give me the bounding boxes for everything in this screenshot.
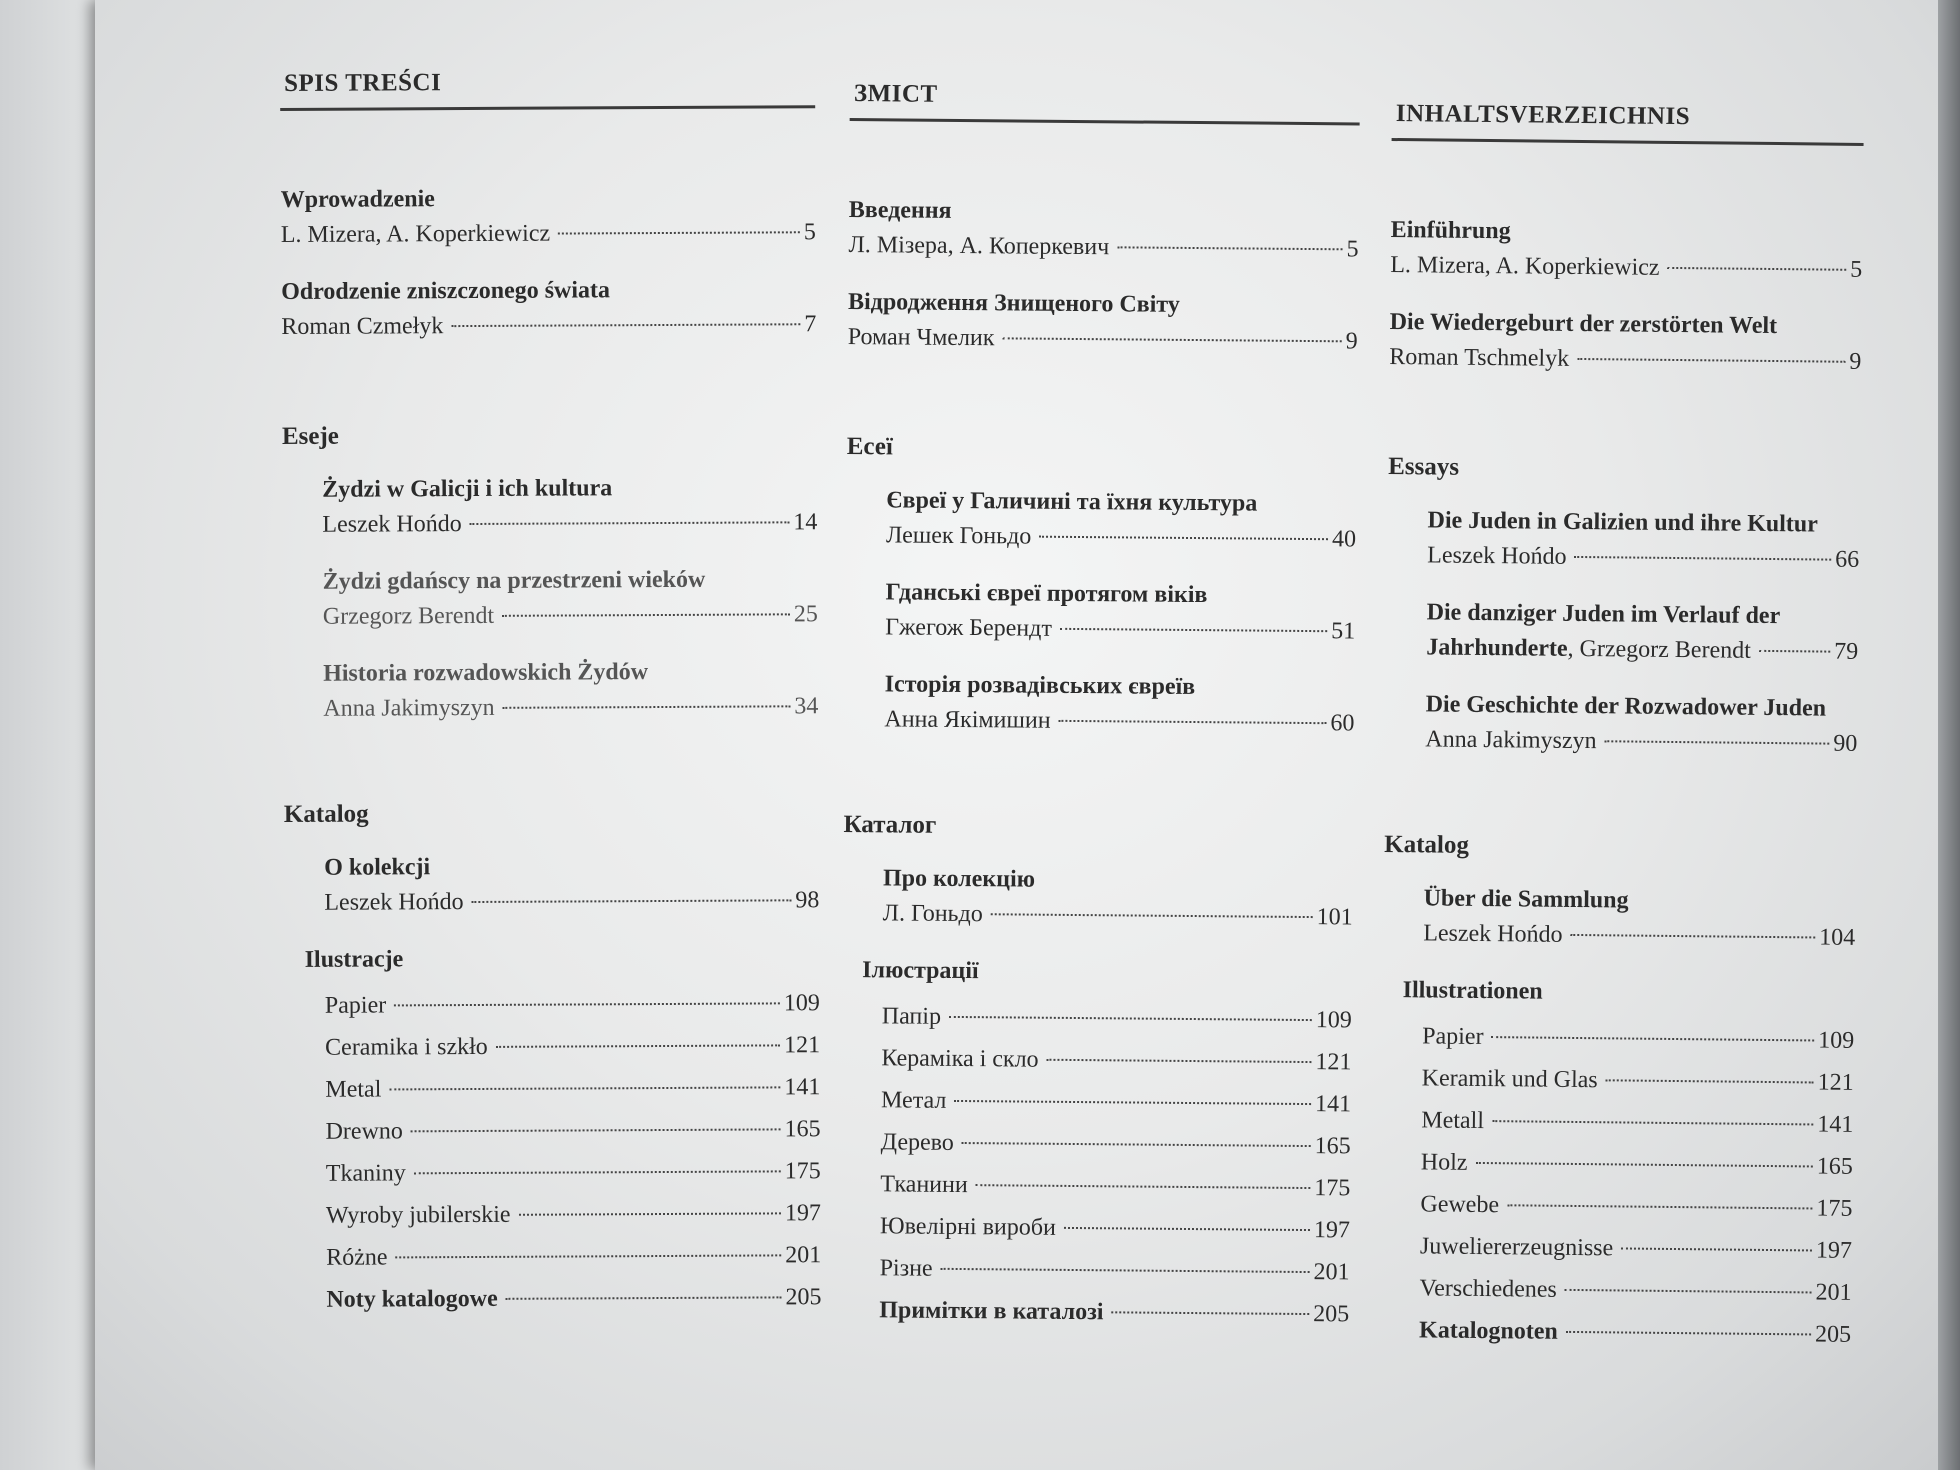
- item-title: Відродження Знищеного Світу: [847, 288, 1180, 318]
- toc-entry: [848, 319, 1358, 359]
- toc-entry: [865, 609, 1355, 649]
- toc-entry: [303, 596, 818, 635]
- item-title: Ilustracje: [304, 946, 404, 973]
- page-number: 90: [1833, 730, 1858, 757]
- dot-leader: [411, 1128, 781, 1132]
- page-number: 197: [784, 1200, 822, 1227]
- item-title: Die Juden in Galizien und ihre Kultur: [1427, 507, 1819, 538]
- dot-leader: [1566, 1331, 1811, 1336]
- page-number: 175: [1816, 1195, 1853, 1222]
- page-number: 9: [1849, 348, 1862, 375]
- item-title: Żydzi w Galicji i ich kultura: [322, 475, 613, 503]
- item-title: O kolekcji: [324, 854, 431, 881]
- toc-item[interactable]: [281, 272, 816, 345]
- catalog-section: [839, 811, 1354, 1335]
- dot-leader: [954, 1100, 1311, 1105]
- toc-entry: [1389, 339, 1861, 380]
- page-number: 205: [1814, 1321, 1852, 1348]
- section-title: Essays: [1388, 452, 1460, 481]
- entry-author: Л. Гоньдо: [882, 900, 983, 928]
- dot-leader: [1621, 1247, 1812, 1251]
- toc-entry: [303, 688, 818, 727]
- intro-section: [281, 180, 817, 345]
- item-title: Historia rozwadowskich Żydów: [323, 659, 649, 687]
- entry-author: Leszek Hońdo: [1427, 542, 1567, 570]
- entry-label: Wyroby jubilerskie: [325, 1201, 511, 1229]
- toc-item[interactable]: [281, 180, 816, 253]
- item-title: Über die Sammlung: [1423, 885, 1629, 914]
- toc-entry: [1390, 247, 1862, 288]
- entry-label: Tkaniny: [325, 1160, 406, 1187]
- column-header: INHALTSVERZEICHNIS: [1392, 100, 1864, 146]
- page-number: 66: [1835, 546, 1860, 573]
- entry-author: Анна Якімишин: [884, 706, 1051, 734]
- page-number: 79: [1834, 638, 1859, 665]
- toc-entry: [864, 701, 1354, 741]
- toc-entry: [281, 214, 816, 253]
- page-number: 197: [1313, 1217, 1351, 1244]
- entry-label: Papier: [324, 992, 387, 1019]
- essays-section: [844, 433, 1357, 741]
- dot-leader: [962, 1142, 1311, 1147]
- entry-label: Кераміка і скло: [881, 1045, 1039, 1073]
- item-title: Die danziger Juden im Verlauf der: [1426, 599, 1781, 630]
- page-number: 98: [795, 887, 820, 914]
- entry-label: Різне: [879, 1255, 933, 1282]
- column-ukrainian: [838, 80, 1360, 1409]
- entry-author: L. Mizera, A. Koperkiewicz: [1390, 251, 1660, 281]
- right-page-edge: [1938, 0, 1960, 1470]
- dot-leader: [949, 1016, 1312, 1021]
- toc-item[interactable]: [303, 654, 818, 727]
- toc-entry: [1406, 629, 1858, 670]
- toc-entry[interactable]: [861, 1037, 1351, 1083]
- entry-label: Дерево: [880, 1129, 954, 1156]
- page-number: 101: [1316, 904, 1353, 931]
- page-number: 40: [1331, 526, 1357, 553]
- entry-author: Л. Мізера, А. Коперкевич: [848, 231, 1110, 261]
- entry-separator: ,: [1567, 635, 1580, 662]
- page-number: 14: [793, 509, 818, 536]
- entry-author: Roman Czmełyk: [281, 313, 444, 340]
- entry-author: Grzegorz Berendt: [1579, 635, 1751, 664]
- dot-leader: [558, 231, 800, 234]
- section-title: Eseje: [281, 422, 339, 450]
- dot-leader: [389, 1086, 780, 1090]
- entry-label: Katalognoten: [1418, 1317, 1558, 1345]
- dot-leader: [496, 1044, 780, 1047]
- toc-item[interactable]: [302, 470, 817, 543]
- toc-entry: [302, 504, 817, 543]
- toc-entry: [1403, 915, 1855, 956]
- dot-leader: [506, 1296, 782, 1299]
- page-number: 121: [1817, 1069, 1854, 1096]
- toc-item[interactable]: [303, 562, 818, 635]
- page-number: 165: [1314, 1133, 1351, 1160]
- toc-entry: [281, 306, 816, 345]
- page-number: 201: [785, 1242, 822, 1269]
- dot-leader: [1111, 1311, 1309, 1315]
- entry-label: Метал: [880, 1087, 947, 1114]
- page-number: 205: [1313, 1301, 1350, 1328]
- entry-author: Leszek Hońdo: [324, 889, 464, 916]
- column-german: [1378, 100, 1864, 1430]
- page-number: 141: [784, 1074, 821, 1101]
- dot-leader: [1507, 1204, 1812, 1209]
- entry-author: Roman Tschmelyk: [1389, 343, 1570, 372]
- entry-author: Anna Jakimyszyn: [323, 694, 495, 722]
- toc-entry[interactable]: [1399, 1267, 1851, 1314]
- entry-label: Verschiedenes: [1419, 1275, 1557, 1303]
- section-title: Каталог: [843, 810, 937, 839]
- item-title: Illustrationen: [1402, 977, 1543, 1005]
- toc-entry: [1407, 537, 1859, 578]
- toc-item[interactable]: [865, 575, 1356, 649]
- column-header: SPIS TREŚCI: [280, 67, 815, 111]
- toc-entry: [863, 895, 1353, 935]
- toc-entry[interactable]: [1401, 1099, 1853, 1146]
- entry-label: Metal: [325, 1076, 382, 1103]
- page-number: 197: [1815, 1237, 1853, 1264]
- column-polish: [280, 67, 822, 1395]
- entry-label: Папір: [881, 1003, 942, 1030]
- toc-entry[interactable]: [1402, 1057, 1854, 1104]
- item-title: Żydzi gdańscy na przestrzeni wieków: [322, 566, 706, 595]
- entry-label: Holz: [1420, 1149, 1468, 1176]
- toc-item[interactable]: [1390, 213, 1863, 288]
- item-title: Odrodzenie zniszczonego świata: [281, 277, 611, 305]
- dot-leader: [1476, 1162, 1813, 1168]
- toc-entry[interactable]: [1400, 1183, 1852, 1230]
- page-number: 25: [793, 601, 818, 628]
- dot-leader: [451, 323, 800, 327]
- column-header: ЗМІСТ: [850, 80, 1360, 125]
- page-number: 109: [1315, 1007, 1352, 1034]
- page-number: 201: [1815, 1279, 1852, 1306]
- page-number: 109: [1818, 1027, 1855, 1054]
- page-number: 5: [1850, 256, 1863, 283]
- intro-section: [1389, 213, 1863, 380]
- dot-leader: [991, 913, 1313, 918]
- catalog-section: [284, 798, 822, 1321]
- dot-leader: [1577, 358, 1845, 363]
- toc-entry: [1405, 721, 1857, 762]
- page-number: 141: [1817, 1111, 1854, 1138]
- toc-entry[interactable]: [305, 1108, 820, 1153]
- item-title: Євреї у Галичині та їхня культура: [886, 487, 1258, 517]
- toc-entry[interactable]: [1402, 1015, 1854, 1062]
- entry-author: Grzegorz Berendt: [322, 602, 495, 630]
- entry-label: Papier: [1422, 1023, 1484, 1051]
- toc-entry[interactable]: [306, 1234, 821, 1279]
- page-number: 205: [785, 1284, 822, 1311]
- dot-leader: [394, 1002, 780, 1006]
- dot-leader: [1002, 337, 1341, 342]
- page-number: 165: [1816, 1153, 1853, 1180]
- toc-entry[interactable]: [1401, 1141, 1853, 1188]
- dot-leader: [1491, 1036, 1814, 1041]
- dot-leader: [1606, 1079, 1814, 1083]
- toc-item[interactable]: [863, 861, 1354, 935]
- entry-author: Гжегож Берендт: [885, 614, 1052, 642]
- dot-leader: [470, 521, 790, 525]
- page-number: 7: [804, 311, 817, 338]
- item-title: Die Geschichte der Rozwadower Juden: [1425, 691, 1827, 722]
- toc-entry[interactable]: [860, 1205, 1350, 1251]
- toc-item[interactable]: [864, 667, 1355, 741]
- dot-leader: [519, 1212, 781, 1215]
- essays-section: [282, 420, 819, 727]
- dot-leader: [1039, 536, 1328, 541]
- item-title: Історія розвадівських євреїв: [884, 671, 1196, 701]
- page-number: 5: [803, 219, 816, 246]
- item-title: Введення: [848, 196, 952, 224]
- section-title: Есеї: [846, 432, 894, 461]
- item-title: Про колекцію: [882, 865, 1036, 893]
- toc-entry[interactable]: [1399, 1309, 1851, 1356]
- entry-label: Тканини: [880, 1171, 968, 1199]
- dot-leader: [976, 1184, 1311, 1189]
- toc-item[interactable]: [1406, 595, 1859, 670]
- item-title: Einführung: [1390, 216, 1511, 245]
- item-title: Ілюстрації: [862, 957, 979, 985]
- toc-entry[interactable]: [861, 1121, 1351, 1167]
- page-number: 175: [784, 1158, 821, 1185]
- page-number: 9: [1345, 328, 1358, 355]
- catalog-section: [1379, 831, 1856, 1356]
- entry-label: Juweliererzeugnisse: [1419, 1233, 1614, 1262]
- page-number: 34: [794, 693, 819, 720]
- dot-leader: [1492, 1120, 1813, 1125]
- dot-leader: [503, 705, 791, 709]
- entry-author: Anna Jakimyszyn: [1425, 726, 1597, 755]
- entry-author: Роман Чмелик: [847, 323, 995, 352]
- dot-leader: [1571, 934, 1816, 939]
- page-number: 175: [1314, 1175, 1351, 1202]
- toc-item[interactable]: [1389, 305, 1862, 380]
- dot-leader: [1064, 1227, 1310, 1231]
- entry-label: Примітки в каталозі: [879, 1297, 1104, 1326]
- item-title: Wprowadzenie: [280, 186, 435, 213]
- dot-leader: [1060, 628, 1327, 632]
- dot-leader: [414, 1170, 781, 1174]
- dot-leader: [1565, 1289, 1812, 1294]
- dot-leader: [1605, 740, 1830, 744]
- toc-item[interactable]: [1403, 881, 1856, 956]
- toc-entry[interactable]: [305, 1066, 820, 1111]
- essays-section: [1385, 453, 1860, 762]
- page-number: 104: [1819, 924, 1856, 951]
- toc-item[interactable]: [866, 483, 1357, 557]
- toc-entry[interactable]: [859, 1247, 1349, 1293]
- toc-entry[interactable]: [861, 1079, 1351, 1125]
- intro-section: [848, 193, 1359, 359]
- entry-author: Leszek Hońdo: [322, 511, 462, 538]
- item-title: Die Wiedergeburt der zerstörten Welt: [1389, 308, 1778, 340]
- toc-entry[interactable]: [862, 995, 1352, 1041]
- entry-label: Drewno: [325, 1118, 403, 1145]
- dot-leader: [1575, 556, 1832, 561]
- toc-entry[interactable]: [306, 1276, 821, 1321]
- dot-leader: [1759, 650, 1830, 653]
- entry-author: Лешек Гоньдо: [885, 522, 1032, 550]
- toc-entry[interactable]: [860, 1163, 1350, 1209]
- entry-author: L. Mizera, A. Koperkiewicz: [280, 220, 551, 248]
- entry-label: Różne: [326, 1244, 388, 1271]
- dot-leader: [396, 1254, 782, 1258]
- page-number: 121: [1315, 1049, 1352, 1076]
- entry-title-cont: Jahrhunderte: [1426, 634, 1568, 662]
- entry-label: Noty katalogowe: [326, 1285, 498, 1313]
- dot-leader: [472, 899, 792, 903]
- toc-entry[interactable]: [859, 1289, 1349, 1335]
- toc-item[interactable]: [304, 848, 819, 921]
- section-title: Katalog: [283, 800, 369, 828]
- page-number: 60: [1330, 710, 1355, 737]
- toc-item[interactable]: [1407, 503, 1860, 578]
- entry-label: Keramik und Glas: [1421, 1065, 1598, 1094]
- entry-label: Ceramika i szkło: [325, 1033, 488, 1061]
- page-number: 165: [784, 1116, 821, 1143]
- dot-leader: [502, 613, 790, 617]
- dot-leader: [941, 1268, 1310, 1273]
- page-number: 109: [783, 990, 820, 1017]
- toc-entry[interactable]: [305, 982, 820, 1027]
- page-number: 5: [1346, 236, 1359, 263]
- entry-label: Gewebe: [1420, 1191, 1500, 1219]
- dot-leader: [1047, 1059, 1312, 1063]
- page-number: 201: [1313, 1259, 1350, 1286]
- toc-entry[interactable]: [305, 1024, 820, 1069]
- toc-entry: [304, 882, 819, 921]
- entry-author: Leszek Hońdo: [1423, 920, 1563, 948]
- toc-entry: [866, 517, 1356, 557]
- toc-item[interactable]: [1405, 687, 1858, 762]
- toc-entry: [848, 227, 1358, 267]
- dot-leader: [1667, 267, 1846, 271]
- section-title: Katalog: [1384, 830, 1470, 859]
- entry-label: Metall: [1421, 1107, 1485, 1135]
- toc-entry[interactable]: [306, 1150, 821, 1195]
- toc-item[interactable]: [848, 285, 1359, 359]
- page-number: 51: [1331, 618, 1356, 645]
- dot-leader: [1117, 246, 1342, 250]
- toc-item[interactable]: [848, 193, 1359, 267]
- toc-entry[interactable]: [1400, 1225, 1852, 1272]
- entry-label: Ювелірні вироби: [879, 1213, 1057, 1241]
- page-number: 121: [784, 1032, 821, 1059]
- page-number: 141: [1314, 1091, 1352, 1118]
- toc-entry[interactable]: [306, 1192, 821, 1237]
- dot-leader: [1059, 720, 1327, 724]
- item-title: Гданські євреї протягом віків: [885, 579, 1208, 609]
